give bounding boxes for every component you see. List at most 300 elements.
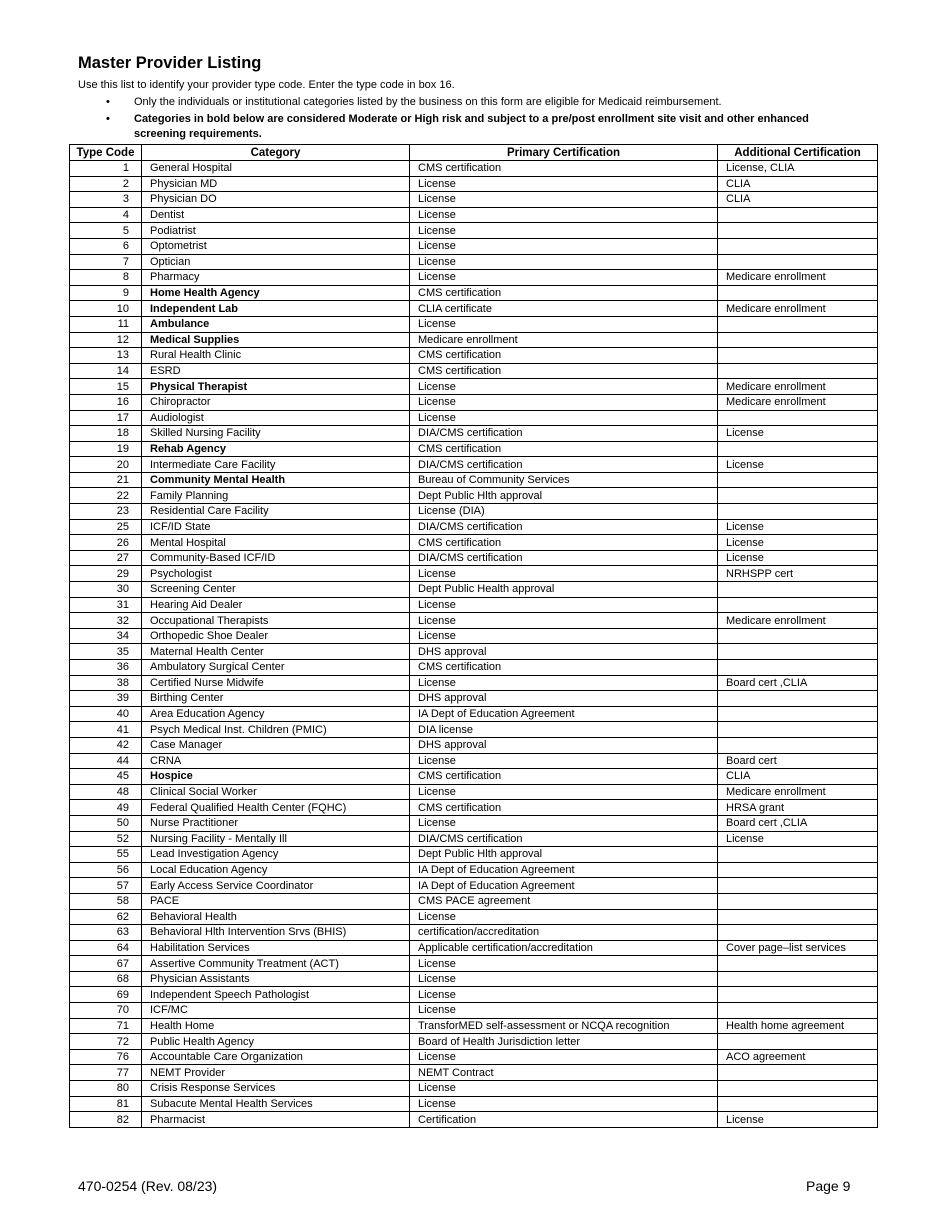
primary-certification-cell: License (410, 316, 718, 332)
category-cell: Independent Speech Pathologist (142, 987, 410, 1003)
type-code-cell: 56 (70, 862, 142, 878)
type-code-cell: 11 (70, 316, 142, 332)
additional-certification-cell (718, 737, 878, 753)
type-code-cell: 70 (70, 1003, 142, 1019)
type-code-cell: 50 (70, 815, 142, 831)
primary-certification-cell: CMS certification (410, 660, 718, 676)
additional-certification-cell: CLIA (718, 769, 878, 785)
type-code-cell: 71 (70, 1018, 142, 1034)
additional-certification-cell: Health home agreement (718, 1018, 878, 1034)
category-cell: Certified Nurse Midwife (142, 675, 410, 691)
category-cell: Mental Hospital (142, 535, 410, 551)
primary-certification-cell: Dept Public Health approval (410, 582, 718, 598)
category-cell: Subacute Mental Health Services (142, 1096, 410, 1112)
table-row (70, 925, 878, 941)
primary-certification-cell: License (410, 909, 718, 925)
table-row (70, 488, 878, 504)
table-row (70, 348, 878, 364)
table-row (70, 316, 878, 332)
primary-certification-cell: Dept Public Hlth approval (410, 488, 718, 504)
primary-certification-cell: License (410, 254, 718, 270)
category-cell: Behavioral Hlth Intervention Srvs (BHIS) (142, 925, 410, 941)
category-cell: Screening Center (142, 582, 410, 598)
page-number: Page 9 (806, 1178, 851, 1194)
primary-certification-cell: CMS certification (410, 535, 718, 551)
table-row (70, 987, 878, 1003)
table-row (70, 582, 878, 598)
primary-certification-cell: CMS certification (410, 363, 718, 379)
primary-certification-cell: CMS certification (410, 800, 718, 816)
additional-certification-cell (718, 644, 878, 660)
primary-certification-cell: License (410, 613, 718, 629)
additional-certification-cell: Medicare enrollment (718, 394, 878, 410)
category-cell: NEMT Provider (142, 1065, 410, 1081)
table-row (70, 847, 878, 863)
primary-certification-cell: DIA/CMS certification (410, 457, 718, 473)
primary-certification-cell: License (410, 566, 718, 582)
table-row (70, 660, 878, 676)
type-code-cell: 31 (70, 597, 142, 613)
table-row (70, 426, 878, 442)
primary-certification-cell: Certification (410, 1112, 718, 1128)
type-code-cell: 5 (70, 223, 142, 239)
type-code-cell: 72 (70, 1034, 142, 1050)
category-cell: Area Education Agency (142, 706, 410, 722)
additional-certification-cell (718, 316, 878, 332)
category-cell: Ambulance (142, 316, 410, 332)
table-row (70, 301, 878, 317)
type-code-cell: 58 (70, 893, 142, 909)
table-row (70, 410, 878, 426)
primary-certification-cell: TransforMED self-assessment or NCQA recognition (410, 1018, 718, 1034)
type-code-cell: 18 (70, 426, 142, 442)
category-cell: Rural Health Clinic (142, 348, 410, 364)
additional-certification-cell (718, 504, 878, 520)
primary-certification-cell: NEMT Contract (410, 1065, 718, 1081)
category-cell: Hospice (142, 769, 410, 785)
type-code-cell: 57 (70, 878, 142, 894)
category-cell: Medical Supplies (142, 332, 410, 348)
table-body (70, 161, 878, 1128)
additional-certification-cell (718, 410, 878, 426)
additional-certification-cell: Medicare enrollment (718, 301, 878, 317)
table-row (70, 862, 878, 878)
additional-certification-cell (718, 909, 878, 925)
type-code-cell: 36 (70, 660, 142, 676)
additional-certification-cell (718, 238, 878, 254)
type-code-cell: 10 (70, 301, 142, 317)
provider-table (69, 144, 878, 1128)
category-cell: Physical Therapist (142, 379, 410, 395)
table-row (70, 1034, 878, 1050)
type-code-cell: 76 (70, 1049, 142, 1065)
category-cell: Hearing Aid Dealer (142, 597, 410, 613)
primary-certification-cell: License (410, 675, 718, 691)
table-row (70, 691, 878, 707)
category-cell: Behavioral Health (142, 909, 410, 925)
table-row (70, 192, 878, 208)
type-code-cell: 40 (70, 706, 142, 722)
primary-certification-cell: License (410, 394, 718, 410)
primary-certification-cell: License (410, 410, 718, 426)
category-cell: Skilled Nursing Facility (142, 426, 410, 442)
category-cell: Pharmacy (142, 270, 410, 286)
category-cell: Federal Qualified Health Center (FQHC) (142, 800, 410, 816)
primary-certification-cell: IA Dept of Education Agreement (410, 878, 718, 894)
primary-certification-cell: License (410, 1096, 718, 1112)
table-row (70, 753, 878, 769)
type-code-cell: 82 (70, 1112, 142, 1128)
primary-certification-cell: DIA/CMS certification (410, 426, 718, 442)
additional-certification-cell (718, 441, 878, 457)
intro-text: Use this list to identify your provider type code. Enter the type code in box 16. (78, 79, 455, 91)
type-code-cell: 77 (70, 1065, 142, 1081)
bullet-text: Only the individuals or institutional categories listed by the business on this form are eligible for Medicaid reimbursement. (134, 96, 722, 108)
table-row (70, 628, 878, 644)
table-row (70, 238, 878, 254)
table-row (70, 769, 878, 785)
table-row (70, 784, 878, 800)
primary-certification-cell: DHS approval (410, 737, 718, 753)
table-row (70, 909, 878, 925)
table-row (70, 550, 878, 566)
table-row (70, 223, 878, 239)
additional-certification-cell: Medicare enrollment (718, 784, 878, 800)
type-code-cell: 4 (70, 207, 142, 223)
column-header-category: Category (142, 145, 410, 161)
category-cell: Intermediate Care Facility (142, 457, 410, 473)
additional-certification-cell (718, 987, 878, 1003)
table-row (70, 504, 878, 520)
primary-certification-cell: DIA/CMS certification (410, 831, 718, 847)
primary-certification-cell: License (410, 238, 718, 254)
primary-certification-cell: DIA license (410, 722, 718, 738)
table-row (70, 1081, 878, 1097)
additional-certification-cell (718, 706, 878, 722)
additional-certification-cell: CLIA (718, 176, 878, 192)
additional-certification-cell (718, 597, 878, 613)
primary-certification-cell: License (410, 1003, 718, 1019)
table-row (70, 815, 878, 831)
primary-certification-cell: Applicable certification/accreditation (410, 940, 718, 956)
additional-certification-cell (718, 925, 878, 941)
additional-certification-cell: License (718, 1112, 878, 1128)
primary-certification-cell: CMS certification (410, 285, 718, 301)
type-code-cell: 45 (70, 769, 142, 785)
type-code-cell: 29 (70, 566, 142, 582)
type-code-cell: 55 (70, 847, 142, 863)
primary-certification-cell: License (410, 1049, 718, 1065)
table-row (70, 722, 878, 738)
category-cell: Family Planning (142, 488, 410, 504)
additional-certification-cell (718, 1096, 878, 1112)
category-cell: Dentist (142, 207, 410, 223)
type-code-cell: 30 (70, 582, 142, 598)
primary-certification-cell: License (410, 784, 718, 800)
category-cell: Nursing Facility - Mentally Ill (142, 831, 410, 847)
additional-certification-cell (718, 488, 878, 504)
category-cell: Rehab Agency (142, 441, 410, 457)
category-cell: Physician DO (142, 192, 410, 208)
category-cell: ICF/MC (142, 1003, 410, 1019)
primary-certification-cell: License (410, 379, 718, 395)
table-row (70, 441, 878, 457)
type-code-cell: 2 (70, 176, 142, 192)
table-row (70, 644, 878, 660)
type-code-cell: 21 (70, 472, 142, 488)
primary-certification-cell: License (410, 192, 718, 208)
table-row (70, 566, 878, 582)
category-cell: ESRD (142, 363, 410, 379)
type-code-cell: 52 (70, 831, 142, 847)
primary-certification-cell: Board of Health Jurisdiction letter (410, 1034, 718, 1050)
primary-certification-cell: License (410, 176, 718, 192)
type-code-cell: 32 (70, 613, 142, 629)
bullet-item (78, 112, 858, 142)
primary-certification-cell: CMS certification (410, 769, 718, 785)
table-row (70, 363, 878, 379)
table-row (70, 379, 878, 395)
primary-certification-cell: License (410, 753, 718, 769)
additional-certification-cell (718, 285, 878, 301)
table-row (70, 1065, 878, 1081)
type-code-cell: 67 (70, 956, 142, 972)
table-row (70, 332, 878, 348)
column-header-additional-certification: Additional Certification (718, 145, 878, 161)
table-row (70, 893, 878, 909)
primary-certification-cell: License (410, 1081, 718, 1097)
primary-certification-cell: License (410, 971, 718, 987)
additional-certification-cell (718, 893, 878, 909)
type-code-cell: 62 (70, 909, 142, 925)
primary-certification-cell: CMS certification (410, 348, 718, 364)
category-cell: Maternal Health Center (142, 644, 410, 660)
type-code-cell: 16 (70, 394, 142, 410)
table-row (70, 706, 878, 722)
form-number: 470-0254 (Rev. 08/23) (78, 1178, 218, 1194)
category-cell: Accountable Care Organization (142, 1049, 410, 1065)
additional-certification-cell (718, 207, 878, 223)
additional-certification-cell: License (718, 457, 878, 473)
category-cell: Audiologist (142, 410, 410, 426)
primary-certification-cell: License (410, 597, 718, 613)
type-code-cell: 64 (70, 940, 142, 956)
category-cell: CRNA (142, 753, 410, 769)
additional-certification-cell: License, CLIA (718, 161, 878, 177)
category-cell: Independent Lab (142, 301, 410, 317)
category-cell: Local Education Agency (142, 862, 410, 878)
category-cell: ICF/ID State (142, 519, 410, 535)
additional-certification-cell: License (718, 550, 878, 566)
additional-certification-cell: Cover page–list services (718, 940, 878, 956)
table-row (70, 535, 878, 551)
table-row (70, 675, 878, 691)
primary-certification-cell: License (410, 956, 718, 972)
additional-certification-cell (718, 878, 878, 894)
page-title: Master Provider Listing (78, 54, 262, 72)
bullet-list (78, 95, 858, 142)
type-code-cell: 42 (70, 737, 142, 753)
bullet-text: Categories in bold below are considered Moderate or High risk and subject to a pre/post enrollment site visit and other enhanced screening requirements. (134, 113, 809, 140)
category-cell: PACE (142, 893, 410, 909)
additional-certification-cell (718, 847, 878, 863)
primary-certification-cell: Bureau of Community Services (410, 472, 718, 488)
bullet-icon: • (106, 96, 110, 108)
type-code-cell: 35 (70, 644, 142, 660)
type-code-cell: 8 (70, 270, 142, 286)
category-cell: Psych Medical Inst. Children (PMIC) (142, 722, 410, 738)
table-row (70, 940, 878, 956)
category-cell: Community-Based ICF/ID (142, 550, 410, 566)
category-cell: Lead Investigation Agency (142, 847, 410, 863)
type-code-cell: 6 (70, 238, 142, 254)
additional-certification-cell (718, 1081, 878, 1097)
type-code-cell: 23 (70, 504, 142, 520)
additional-certification-cell: CLIA (718, 192, 878, 208)
additional-certification-cell: HRSA grant (718, 800, 878, 816)
type-code-cell: 1 (70, 161, 142, 177)
type-code-cell: 19 (70, 441, 142, 457)
type-code-cell: 25 (70, 519, 142, 535)
additional-certification-cell (718, 862, 878, 878)
table-row (70, 254, 878, 270)
table-row (70, 394, 878, 410)
category-cell: Physician Assistants (142, 971, 410, 987)
type-code-cell: 34 (70, 628, 142, 644)
category-cell: Public Health Agency (142, 1034, 410, 1050)
primary-certification-cell: CMS certification (410, 441, 718, 457)
additional-certification-cell: License (718, 831, 878, 847)
category-cell: Home Health Agency (142, 285, 410, 301)
type-code-cell: 7 (70, 254, 142, 270)
table-row (70, 613, 878, 629)
bullet-item (78, 95, 858, 110)
type-code-cell: 39 (70, 691, 142, 707)
category-cell: Birthing Center (142, 691, 410, 707)
type-code-cell: 49 (70, 800, 142, 816)
additional-certification-cell: Medicare enrollment (718, 613, 878, 629)
table-row (70, 971, 878, 987)
category-cell: Nurse Practitioner (142, 815, 410, 831)
additional-certification-cell (718, 1065, 878, 1081)
additional-certification-cell (718, 1034, 878, 1050)
type-code-cell: 38 (70, 675, 142, 691)
category-cell: Assertive Community Treatment (ACT) (142, 956, 410, 972)
additional-certification-cell: ACO agreement (718, 1049, 878, 1065)
additional-certification-cell: Medicare enrollment (718, 379, 878, 395)
type-code-cell: 44 (70, 753, 142, 769)
additional-certification-cell: Board cert ,CLIA (718, 815, 878, 831)
table-row (70, 1049, 878, 1065)
additional-certification-cell (718, 722, 878, 738)
primary-certification-cell: License (410, 987, 718, 1003)
primary-certification-cell: IA Dept of Education Agreement (410, 862, 718, 878)
category-cell: Orthopedic Shoe Dealer (142, 628, 410, 644)
additional-certification-cell (718, 660, 878, 676)
category-cell: Case Manager (142, 737, 410, 753)
category-cell: Residential Care Facility (142, 504, 410, 520)
primary-certification-cell: IA Dept of Education Agreement (410, 706, 718, 722)
type-code-cell: 63 (70, 925, 142, 941)
additional-certification-cell: Medicare enrollment (718, 270, 878, 286)
column-header-type-code: Type Code (70, 145, 142, 161)
type-code-cell: 15 (70, 379, 142, 395)
table-row (70, 270, 878, 286)
category-cell: Chiropractor (142, 394, 410, 410)
additional-certification-cell: NRHSPP cert (718, 566, 878, 582)
additional-certification-cell: Board cert (718, 753, 878, 769)
table-row (70, 831, 878, 847)
primary-certification-cell: DHS approval (410, 644, 718, 660)
category-cell: Psychologist (142, 566, 410, 582)
type-code-cell: 27 (70, 550, 142, 566)
category-cell: Occupational Therapists (142, 613, 410, 629)
type-code-cell: 22 (70, 488, 142, 504)
primary-certification-cell: DIA/CMS certification (410, 519, 718, 535)
primary-certification-cell: certification/accreditation (410, 925, 718, 941)
type-code-cell: 20 (70, 457, 142, 473)
additional-certification-cell (718, 223, 878, 239)
additional-certification-cell: Board cert ,CLIA (718, 675, 878, 691)
primary-certification-cell: CMS certification (410, 161, 718, 177)
type-code-cell: 41 (70, 722, 142, 738)
category-cell: Habilitation Services (142, 940, 410, 956)
additional-certification-cell (718, 363, 878, 379)
additional-certification-cell (718, 1003, 878, 1019)
primary-certification-cell: License (410, 270, 718, 286)
bullet-icon: • (106, 113, 110, 125)
table-row (70, 1003, 878, 1019)
additional-certification-cell (718, 628, 878, 644)
category-cell: Physician MD (142, 176, 410, 192)
additional-certification-cell (718, 254, 878, 270)
table-row (70, 161, 878, 177)
additional-certification-cell (718, 348, 878, 364)
type-code-cell: 81 (70, 1096, 142, 1112)
table-row (70, 956, 878, 972)
category-cell: Ambulatory Surgical Center (142, 660, 410, 676)
type-code-cell: 26 (70, 535, 142, 551)
table-row (70, 597, 878, 613)
additional-certification-cell (718, 332, 878, 348)
primary-certification-cell: License (410, 223, 718, 239)
additional-certification-cell (718, 691, 878, 707)
primary-certification-cell: Medicare enrollment (410, 332, 718, 348)
type-code-cell: 48 (70, 784, 142, 800)
type-code-cell: 68 (70, 971, 142, 987)
category-cell: Health Home (142, 1018, 410, 1034)
primary-certification-cell: License (410, 628, 718, 644)
type-code-cell: 9 (70, 285, 142, 301)
additional-certification-cell (718, 472, 878, 488)
additional-certification-cell: License (718, 535, 878, 551)
additional-certification-cell (718, 971, 878, 987)
table-row (70, 176, 878, 192)
table-row (70, 737, 878, 753)
category-cell: Crisis Response Services (142, 1081, 410, 1097)
table-row (70, 1018, 878, 1034)
primary-certification-cell: License (DIA) (410, 504, 718, 520)
table-row (70, 207, 878, 223)
table-row (70, 878, 878, 894)
table-row (70, 800, 878, 816)
type-code-cell: 17 (70, 410, 142, 426)
table-row (70, 457, 878, 473)
category-cell: Pharmacist (142, 1112, 410, 1128)
type-code-cell: 3 (70, 192, 142, 208)
column-header-primary-certification: Primary Certification (410, 145, 718, 161)
primary-certification-cell: CMS PACE agreement (410, 893, 718, 909)
